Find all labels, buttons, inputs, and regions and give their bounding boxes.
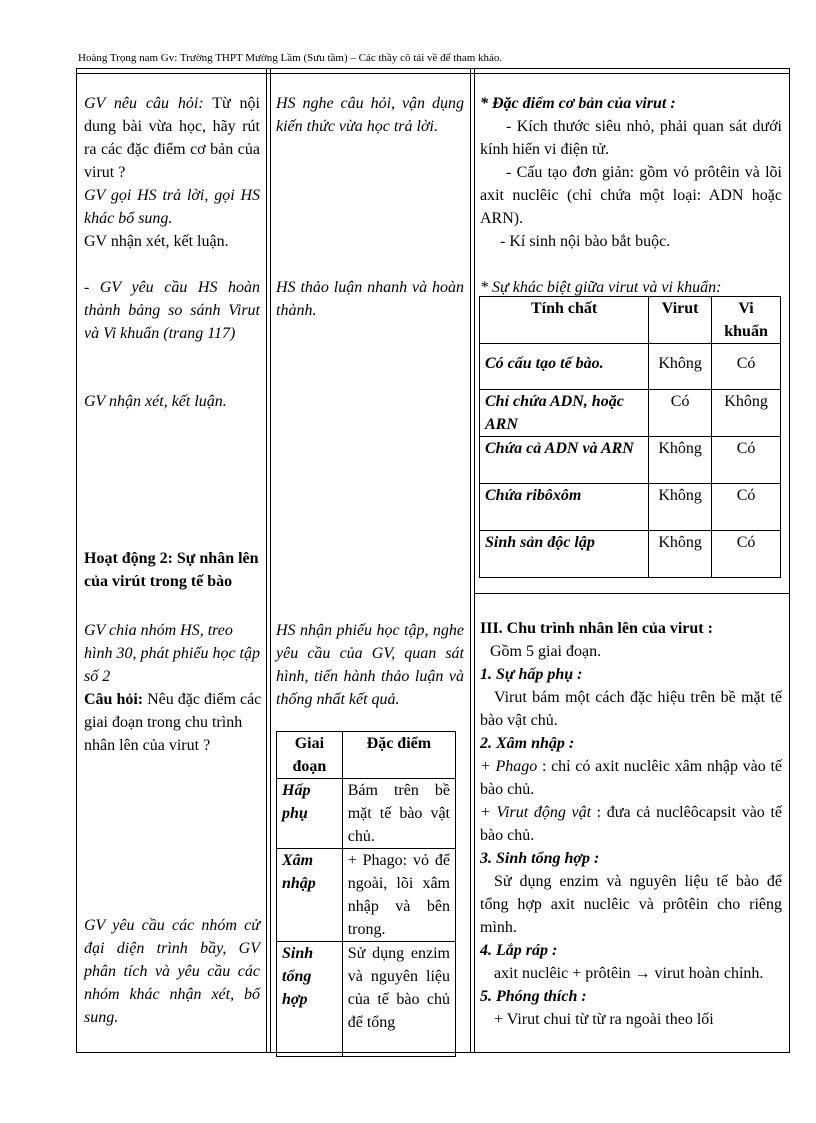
- question-2-text: Nêu đặc điểm các giai đoạn trong chu trình nhân lên của virut ?: [84, 691, 262, 754]
- compare-heading: * Sự khác biệt giữa virut và vi khuẩn:: [480, 279, 722, 296]
- teacher-call-students: GV gọi HS trả lời, gọi HS khác bổ sung.: [84, 187, 260, 227]
- stage-1-text: Virut bám một cách đặc hiệu trên bề mặt tế bào vật chủ.: [480, 689, 782, 729]
- teacher-conclusion-1: GV nhận xét, kết luận.: [84, 233, 229, 250]
- stage-table: [276, 731, 456, 1057]
- page-header: Hoàng Trọng nam Gv: Trường THPT Mường Lầm (Sưu tầm) – Các thầy cô tải về để tham khảo.: [78, 52, 503, 64]
- stage-name: Sinh tổng hợp: [277, 942, 343, 1057]
- compare-bacteria-value: Không: [712, 390, 781, 437]
- virus-feature-parasite: - Kí sinh nội bào bắt buộc.: [500, 233, 671, 250]
- teacher-presentation-task: GV yêu cầu các nhóm cử đại diện trình bầy, GV phân tích và yêu cầu các nhóm khác nhận xét, bổ sung.: [84, 917, 260, 1026]
- column-divider-2a: [470, 68, 471, 1053]
- virus-feature-size: - Kích thước siêu nhỏ, phải quan sát dưới kính hiển vi điện tử.: [480, 118, 782, 158]
- table-row: [480, 344, 781, 390]
- teacher-compare-task: - GV yêu cầu HS hoàn thành bảng so sánh Virut và Vi khuẩn (trang 117): [84, 279, 260, 342]
- teacher-question-label: GV nêu câu hỏi:: [84, 95, 204, 112]
- column-divider-2b: [474, 68, 475, 1053]
- compare-virus-value: Không: [649, 531, 712, 578]
- stage-header-feature: Đặc điểm: [342, 732, 455, 779]
- student-worksheet: HS nhận phiếu học tập, nghe yêu cầu của GV, quan sát hình, tiến hành thảo luận và thống nhất kết quả.: [276, 622, 464, 708]
- compare-property: Chứa ribôxôm: [480, 484, 649, 531]
- stage-3-title: 3. Sinh tổng hợp :: [480, 850, 600, 867]
- compare-virus-value: Không: [649, 437, 712, 484]
- compare-virus-value: Không: [649, 344, 712, 390]
- teacher-question-text: Từ nội dung bài vừa học, hãy rút ra các đặc điểm cơ bản của virut ?: [84, 95, 260, 181]
- compare-bacteria-value: Có: [712, 484, 781, 531]
- table-left-border: [76, 68, 77, 1053]
- teacher-conclusion-2: GV nhận xét, kết luận.: [84, 393, 227, 410]
- table-divider-mid: [475, 593, 790, 594]
- compare-header-virus: Virut: [649, 297, 712, 344]
- activity-2-heading: Hoạt động 2: Sự nhân lên của virút trong tế bào: [84, 550, 259, 590]
- table-right-border: [789, 68, 790, 1053]
- stage-2-animal: [480, 801, 782, 847]
- column-divider-1a: [266, 68, 267, 1053]
- stage-feature: Bám trên bề mặt tế bào vật chủ.: [342, 779, 455, 849]
- compare-property: Chứa cả ADN và ARN: [480, 437, 649, 484]
- compare-table-header: [480, 297, 781, 344]
- content-column-bottom: [480, 617, 782, 1031]
- compare-property: Sinh sản độc lập: [480, 531, 649, 578]
- compare-bacteria-value: Có: [712, 437, 781, 484]
- cycle-heading: III. Chu trình nhân lên của virut :: [480, 620, 713, 637]
- stage-3-text: Sử dụng enzim và nguyên liệu tế bào để tổng hợp axit nuclêic và prôtêin cho riêng mình.: [480, 873, 782, 936]
- table-row: [277, 779, 456, 849]
- virus-features-heading: * Đặc điểm cơ bản của virut :: [480, 95, 676, 112]
- compare-virus-value: Có: [649, 390, 712, 437]
- stage-2-animal-label: + Virut động vật: [480, 804, 592, 821]
- stage-table-header: [277, 732, 456, 779]
- stage-feature: Sử dụng enzim và nguyên liệu của tế bào chủ để tổng: [342, 942, 455, 1057]
- table-row: [480, 484, 781, 531]
- question-2-label: Câu hỏi:: [84, 691, 144, 708]
- stage-name: Hấp phụ: [277, 779, 343, 849]
- compare-bacteria-value: Có: [712, 344, 781, 390]
- student-answer: HS nghe câu hỏi, vận dụng kiến thức vừa học trả lời.: [276, 95, 464, 135]
- compare-bacteria-value: Có: [712, 531, 781, 578]
- table-row: [277, 849, 456, 942]
- compare-table: [479, 296, 781, 578]
- stage-5-text: + Virut chui từ từ ra ngoài theo lối: [494, 1011, 714, 1028]
- compare-virus-value: Không: [649, 484, 712, 531]
- table-row: [480, 437, 781, 484]
- table-divider-top: [76, 73, 790, 74]
- compare-property: Chỉ chứa ADN, hoặc ARN: [480, 390, 649, 437]
- stage-2-phago-text: : chỉ có axit nuclêic xâm nhập vào tế bào chủ.: [480, 758, 783, 798]
- stage-header-phase: Giai đoạn: [277, 732, 343, 779]
- content-column-top: [480, 92, 782, 253]
- stage-2-phago-label: + Phago: [480, 758, 538, 775]
- teacher-column: [84, 92, 260, 253]
- teacher-question-2: [84, 688, 262, 757]
- student-discussion: HS thảo luận nhanh và hoàn thành.: [276, 279, 464, 319]
- teacher-question: [84, 92, 260, 184]
- compare-header-property: Tính chất: [480, 297, 649, 344]
- stage-2-title: 2. Xâm nhập :: [480, 735, 575, 752]
- stage-4-text: axit nuclêic + prôtêin → virut hoàn chỉnh.: [494, 965, 764, 982]
- stage-2-animal-text: : đưa cả nuclêôcapsit vào tế bào chủ.: [480, 804, 782, 844]
- stage-2-phago: [480, 755, 782, 801]
- stage-name: Xâm nhập: [277, 849, 343, 942]
- column-divider-1b: [270, 68, 271, 1053]
- teacher-group-task: GV chia nhóm HS, treo hình 30, phát phiếu học tập số 2: [84, 622, 260, 685]
- table-row: [480, 390, 781, 437]
- stage-1-title: 1. Sự hấp phụ :: [480, 666, 583, 683]
- cycle-intro: Gồm 5 giai đoạn.: [490, 643, 602, 660]
- stage-5-title: 5. Phóng thích :: [480, 988, 587, 1005]
- stage-feature: + Phago: vỏ để ngoài, lõi xâm nhập và bên trong.: [342, 849, 455, 942]
- virus-feature-structure: - Cấu tạo đơn giản: gồm vỏ prôtêin và lõi axit nuclêic (chỉ chứa một loại: ADN hoặc ARN).: [480, 164, 782, 227]
- table-row: [277, 942, 456, 1057]
- compare-property: Có cấu tạo tế bào.: [480, 344, 649, 390]
- stage-4-title: 4. Lắp ráp :: [480, 942, 558, 959]
- compare-header-bacteria: Vi khuẩn: [712, 297, 781, 344]
- table-top-border: [76, 68, 790, 69]
- table-row: [480, 531, 781, 578]
